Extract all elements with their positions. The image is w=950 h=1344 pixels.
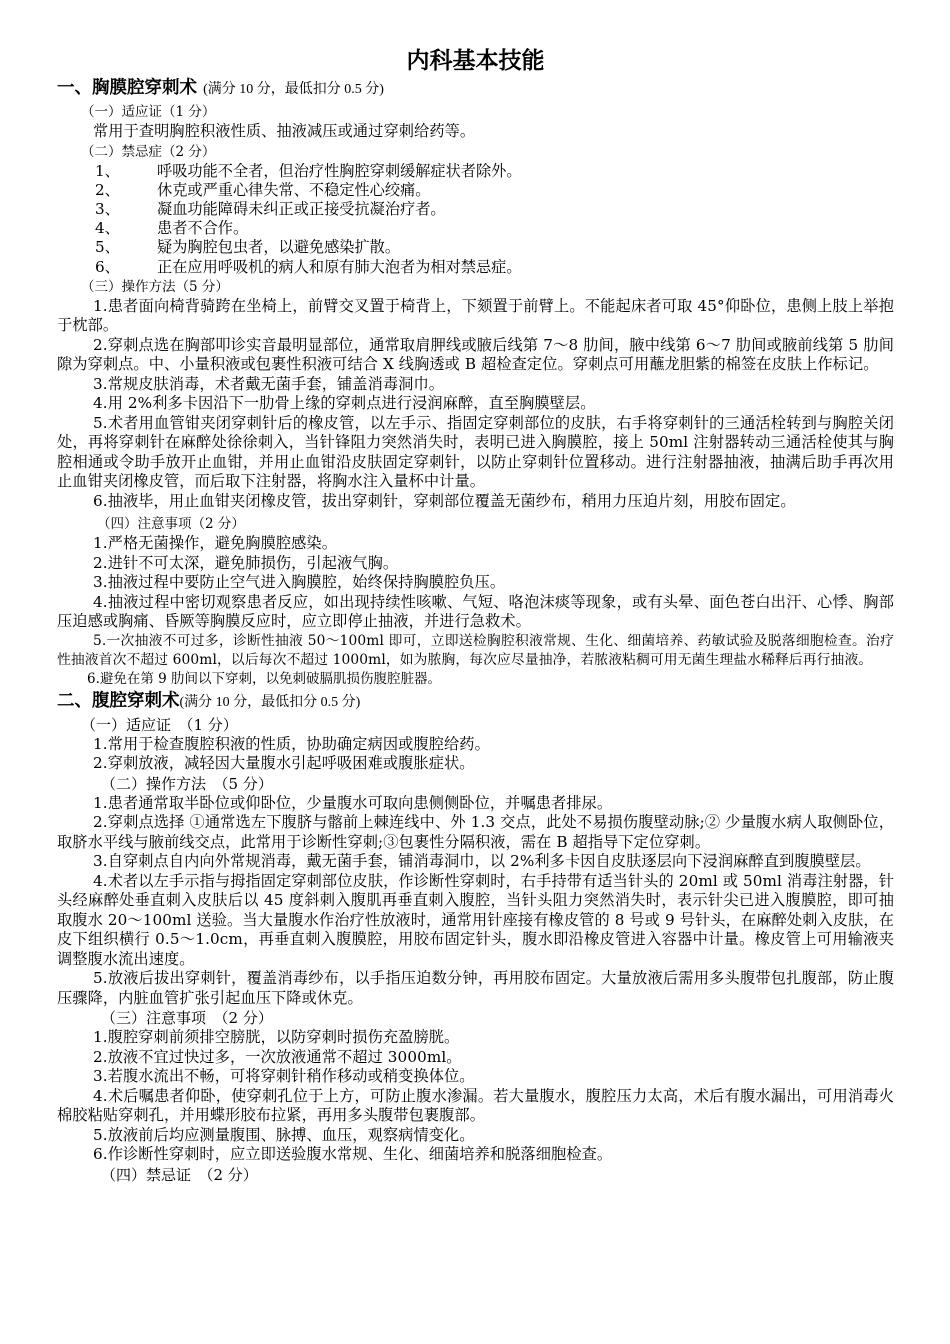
section-2-score-note: (满分 10 分，最低扣分 0.5 分) [179,694,361,710]
s1-contra-title: （二）禁忌症（2 分） [81,143,216,160]
item-text: 正在应用呼吸机的病人和原有肺大泡者为相对禁忌症。 [157,257,522,276]
item-number: 4、 [95,219,120,238]
s2-note: 2.放液不宜过快过多，一次放液通常不超过 3000ml。 [93,1047,462,1066]
item-number: 3、 [95,199,120,218]
item-text: 凝血功能障碍未纠正或正接受抗凝治疗者。 [157,199,446,218]
item-text: 休克或严重心律失常、不稳定性心绞痛。 [157,180,431,199]
s2-contra-title: （四）禁忌证 （2 分） [101,1165,258,1184]
s1-method-title: （三）操作方法（5 分） [81,278,229,295]
s1-method-step: 2.穿刺点选在胸部叩诊实音最明显部位，通常取肩胛线或腋后线第 7～8 肋间，腋中线第 6～7 肋间或腋前线第 5 肋间隙为穿刺点。中、小量积液或包裹性积液可结合 X 线胸透或 B 超检查定位。穿刺点可用蘸龙胆紫的棉签在皮肤上作标记。 [57,335,894,374]
page-title: 内科基本技能 [406,48,545,74]
section-1-score-note: (满分 10 分，最低扣分 0.5 分) [203,82,384,97]
list-item [95,181,894,200]
item-text: 患者不合作。 [157,219,249,238]
s1-note: 3.抽液过程中要防止空气进入胸膜腔，始终保持胸膜腔负压。 [93,573,506,592]
item-number: 5、 [95,238,120,257]
section-1-heading [57,76,894,102]
section-1-title: 一、胸膜腔穿刺术 [57,78,197,98]
s2-method-step: 3.自穿刺点自内向外常规消毒，戴无菌手套，铺消毒洞巾，以 2%利多卡因自皮肤逐层向下浸润麻醉直到腹膜壁层。 [93,852,871,871]
list-item [95,200,894,219]
s2-method-step: 5.放液后拔出穿刺针，覆盖消毒纱布，以手指压迫数分钟，再用胶布固定。大量放液后需用多头腹带包扎腹部，防止腹压骤降，内脏血管扩张引起血压下降或休克。 [57,969,894,1007]
s1-method-step: 4.用 2%利多卡因沿下一肋骨上缘的穿刺点进行浸润麻醉，直至胸膜壁层。 [93,394,596,413]
s1-indication-text: 常用于查明胸腔积液性质、抽液减压或通过穿刺给药等。 [93,122,476,140]
item-number: 6、 [95,257,120,276]
s2-notes-title: （三）注意事项 （2 分） [101,1009,273,1028]
s2-note: 3.若腹水流出不畅，可将穿刺针稍作移动或稍变换体位。 [93,1067,475,1086]
list-item [95,162,894,181]
item-number: 1、 [95,161,120,180]
item-text: 疑为胸腔包虫者，以避免感染扩散。 [157,238,400,257]
s2-note: 4.术后嘱患者仰卧，使穿刺孔位于上方，可防止腹水渗漏。若大量腹水，腹腔压力太高，术后有腹水漏出，可用消毒火棉胶粘贴穿刺孔，并用蝶形胶布拉紧，再用多头腹带包裹腹部。 [57,1086,894,1125]
s1-method-step: 5.术者用血管钳夹闭穿刺针后的橡皮管，以左手示、指固定穿刺部位的皮肤，右手将穿刺针的三通活栓转到与胸腔关闭处，再将穿刺针在麻醉处徐徐刺入，当针锋阻力突然消失时，表明已进入胸膜腔，接上 50ml 注射器转动三通活栓使其与胸腔相通或令助手放开止血钳，并用止血钳沿皮肤固定穿刺针，以防止穿刺针位置移动。进行注射器抽液，抽满后助手再次用止血钳夹闭橡皮管，而后取下注射器，将胸水注入量杯中计量。 [57,413,894,491]
s2-method-title: （二）操作方法 （5 分） [101,774,273,793]
s2-indication-title: （一）适应证 （1 分） [81,715,238,734]
s1-method-step: 1.患者面向椅背骑跨在坐椅上，前臂交叉置于椅背上，下颏置于前臂上。不能起床者可取 45°仰卧位，患侧上肢上举抱于枕部。 [57,296,894,335]
s1-note: 4.抽液过程中密切观察患者反应，如出现持续性咳嗽、气短、咯泡沫痰等现象，或有头晕、面色苍白出汗、心悸、胸部压迫感或胸痛、昏厥等胸膜反应时，应立即停止抽液，并进行急救术。 [57,592,894,631]
item-number: 2、 [95,180,120,199]
section-2-heading [57,689,894,715]
s1-note: 5.一次抽液不可过多，诊断性抽液 50～100ml 即可，立即送检胸腔积液常规、生化、细菌培养、药敏试验及脱落细胞检查。治疗性抽液首次不超过 600ml，以后每次不超过 1000ml，如为脓胸，每次应尽量抽净，若脓液粘稠可用无菌生理盐水稀释后再行抽液。 [57,632,894,668]
s2-note: 1.腹腔穿刺前须排空膀胱，以防穿刺时损伤充盈膀胱。 [93,1028,460,1047]
s2-note: 5.放液前后均应测量腹围、脉搏、血压，观察病情变化。 [93,1125,475,1144]
s1-note: 6.避免在第 9 肋间以下穿刺，以免刺破膈肌损伤腹腔脏器。 [87,670,442,687]
list-item [95,219,894,238]
item-text: 呼吸功能不全者，但治疗性胸腔穿刺缓解症状者除外。 [157,161,522,180]
s1-method-step: 3.常规皮肤消毒，术者戴无菌手套，铺盖消毒洞巾。 [93,374,445,393]
list-item [95,258,894,277]
s1-notes-title: （四）注意事项（2 分） [97,516,245,533]
s1-indication-title: （一）适应证（1 分） [81,104,216,120]
s2-method-step: 2.穿刺点选择 ①通常选左下腹脐与髂前上棘连线中、外 1.3 交点，此处不易损伤腹壁动脉;② 少量腹水病人取侧卧位，取脐水平线与腋前线交点，此常用于诊断性穿刺;③包裹性分隔积液，需在 B 超指导下定位穿刺。 [57,813,894,851]
s1-note: 1.严格无菌操作，避免胸膜腔感染。 [93,534,338,553]
section-2-title: 二、腹腔穿刺术 [57,690,180,711]
s2-method-step: 1.患者通常取半卧位或仰卧位，少量腹水可取向患侧侧卧位，并嘱患者排尿。 [93,793,613,812]
s1-note: 2.进针不可太深，避免肺损伤，引起液气胸。 [93,553,399,572]
s1-method-step: 6.抽液毕，用止血钳夹闭橡皮管，拔出穿刺针，穿刺部位覆盖无菌纱布，稍用力压迫片刻，用胶布固定。 [93,491,796,510]
s2-method-step: 4.术者以左手示指与拇指固定穿刺部位皮肤，作诊断性穿刺时，右手持带有适当针头的 20ml 或 50ml 消毒注射器，针头经麻醉处垂直刺入皮肤后以 45 度斜刺入腹肌再垂直刺入腹腔，当针头阻力突然消失时，表示针尖已进入腹膜腔，即可抽取腹水 20～100ml 送验。当大量腹水作治疗性放液时，通常用针座接有橡皮管的 8 号或 9 号针头，在麻醉处刺入皮肤，在皮下组织横行 0.5～1.0cm，再垂直刺入腹膜腔，用胶布固定针头，腹水即沿橡皮管进入容器中计量。橡皮管上可用输液夹调整腹水流出速度。 [57,871,894,968]
s2-indication: 1.常用于检查腹腔积液的性质，协助确定病因或腹腔给药。 [93,734,490,753]
list-item [95,238,894,257]
s1-contra-list [57,162,894,277]
s2-indication: 2.穿刺放液，减轻因大量腹水引起呼吸困难或腹胀症状。 [93,754,475,773]
s2-note: 6.作诊断性穿刺时，应立即送验腹水常规、生化、细菌培养和脱落细胞检查。 [93,1145,613,1164]
